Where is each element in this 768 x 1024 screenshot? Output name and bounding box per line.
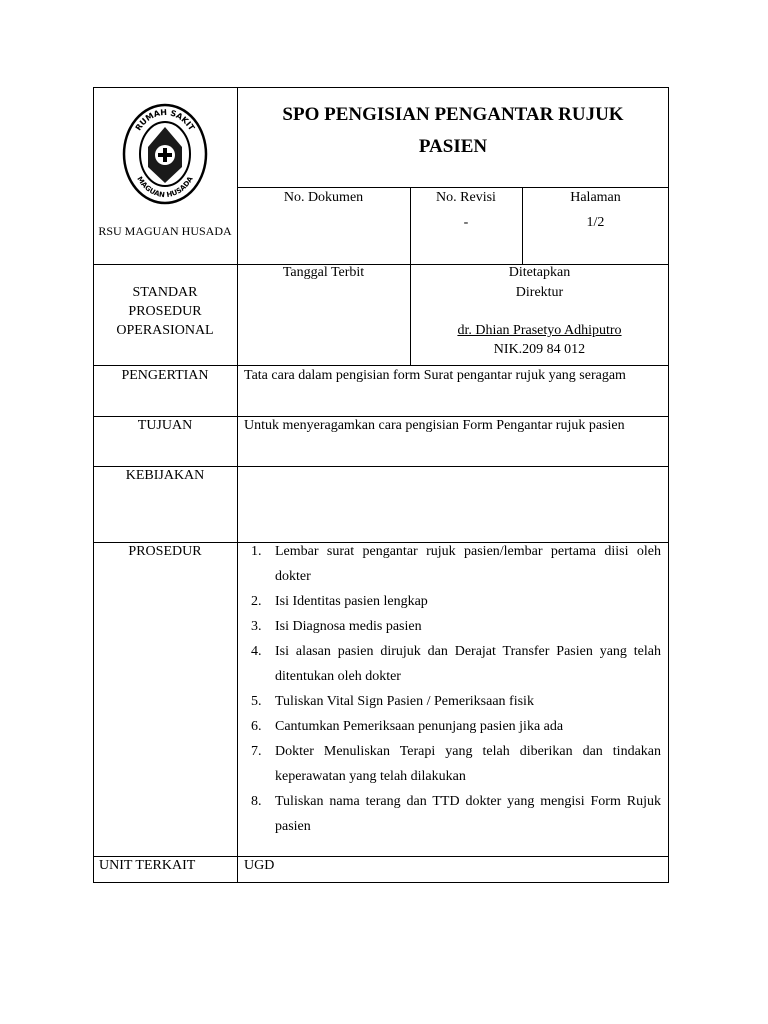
step-text: Dokter Menuliskan Terapi yang telah diberikan dan tindakan keperawatan yang telah dilakukan [275, 744, 661, 784]
spo-label-line2: PROSEDUR [128, 304, 202, 319]
step-number: 2. [251, 594, 262, 609]
spo-label-line3: OPERASIONAL [116, 323, 214, 338]
step-number: 5. [251, 694, 262, 709]
no-revisi-label: No. Revisi [436, 190, 496, 205]
prosedur-label: PROSEDUR [128, 544, 202, 559]
unit-terkait-text: UGD [244, 858, 275, 873]
step-text: Lembar surat pengantar rujuk pasien/lembar pertama diisi oleh dokter [275, 544, 661, 584]
list-item [243, 789, 661, 839]
hospital-name: RSU MAGUAN HUSADA [98, 224, 232, 238]
tanggal-terbit-label: Tanggal Terbit [282, 265, 365, 280]
kebijakan-label: KEBIJAKAN [125, 468, 205, 483]
document-title-line1: SPO PENGISIAN PENGANTAR RUJUK [282, 104, 624, 125]
step-number: 6. [251, 719, 262, 734]
list-item [243, 614, 661, 639]
ditetapkan-label: Ditetapkan [508, 265, 571, 280]
step-number: 1. [251, 544, 262, 559]
tujuan-text: Untuk menyeragamkan cara pengisian Form Pengantar rujuk pasien [244, 418, 625, 433]
list-item [243, 689, 661, 714]
list-item [243, 639, 661, 689]
step-text: Isi alasan pasien dirujuk dan Derajat Transfer Pasien yang telah ditentukan oleh dokter [275, 644, 661, 684]
pengertian-label: PENGERTIAN [121, 368, 209, 383]
step-text: Tuliskan Vital Sign Pasien / Pemeriksaan fisik [275, 694, 534, 709]
logo-ring-top-text: RUMAH SAKIT [133, 107, 197, 133]
tujuan-label: TUJUAN [137, 418, 193, 433]
no-dokumen-label: No. Dokumen [283, 190, 364, 205]
prosedur-steps [243, 539, 661, 839]
spo-document [93, 87, 669, 883]
step-number: 8. [251, 794, 262, 809]
no-revisi-value: - [463, 215, 469, 230]
unit-terkait-label: UNIT TERKAIT [99, 858, 196, 873]
list-item [243, 714, 661, 739]
step-number: 7. [251, 744, 262, 759]
halaman-label: Halaman [570, 190, 621, 205]
list-item [243, 539, 661, 589]
pengertian-text: Tata cara dalam pengisian form Surat pengantar rujuk yang seragam [244, 368, 626, 383]
step-number: 4. [251, 644, 262, 659]
spo-label-line1: STANDAR [132, 285, 198, 300]
list-item [243, 739, 661, 789]
hospital-logo [122, 103, 208, 205]
logo-ring-bottom-text: MAGUAN HUSADA [135, 175, 195, 200]
red-cross-shield-icon [148, 127, 182, 183]
step-text: Isi Diagnosa medis pasien [275, 619, 422, 634]
step-text: Cantumkan Pemeriksaan penunjang pasien jika ada [275, 719, 564, 734]
document-title-line2: PASIEN [418, 136, 488, 157]
step-text: Tuliskan nama terang dan TTD dokter yang mengisi Form Rujuk pasien [275, 794, 661, 834]
list-item [243, 589, 661, 614]
director-name: dr. Dhian Prasetyo Adhiputro [457, 323, 622, 338]
step-text: Isi Identitas pasien lengkap [275, 594, 428, 609]
director-nik: NIK.209 84 012 [493, 342, 586, 357]
ditetapkan-role: Direktur [515, 285, 564, 300]
halaman-value: 1/2 [586, 215, 605, 230]
step-number: 3. [251, 619, 262, 634]
